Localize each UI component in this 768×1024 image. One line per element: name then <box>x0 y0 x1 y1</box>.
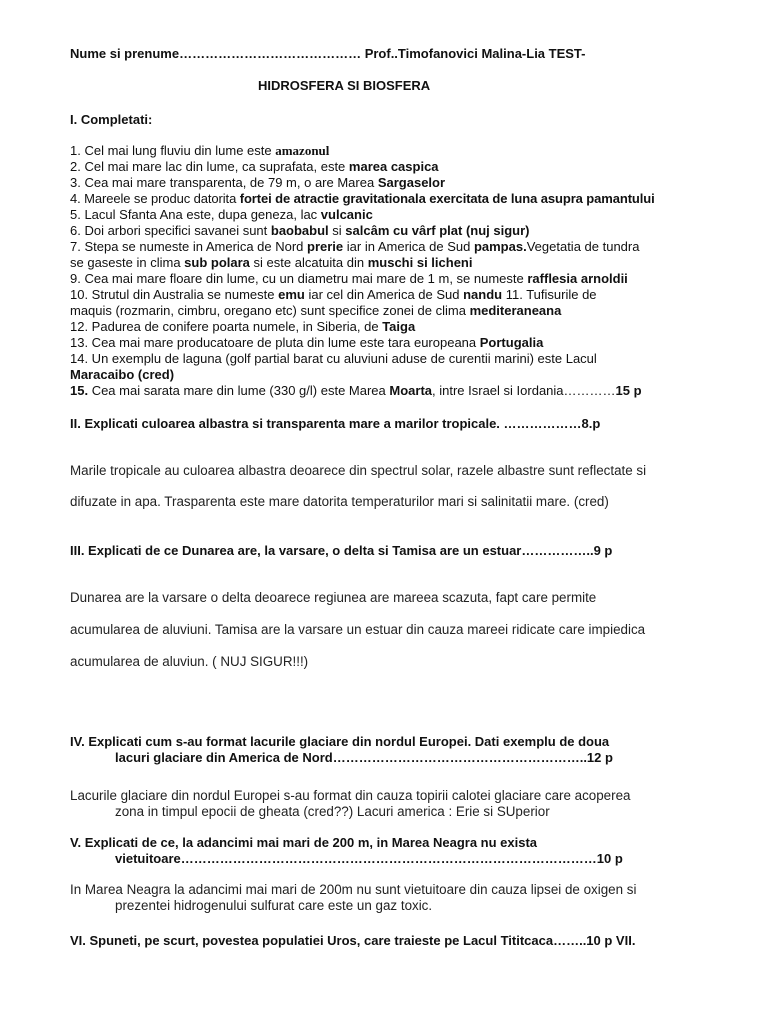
section-1-heading: I. Completati: <box>70 112 153 127</box>
answer-5: vulcanic <box>320 207 373 222</box>
section-3-answer-line: Dunarea are la varsare o delta deoarece regiunea are mareea scazuta, fapt care permite <box>70 590 597 605</box>
section-3-answer-line: acumularea de aluviun. ( NUJ SIGUR!!!) <box>70 654 309 669</box>
item-9: 9. Cea mai mare floare din lume, cu un diametru mai mare de 1 m, se numeste rafflesia arnoldii <box>70 271 628 286</box>
item-7: 7. Stepa se numeste in America de Nord prerie iar in America de Sud pampas.Vegetatia de tundra <box>70 239 640 254</box>
section-2-answer-line: difuzate in apa. Trasparenta este mare datorita temperaturilor mari si salinitatii mare. (cred) <box>70 494 609 509</box>
answer-1: amazonul <box>275 143 330 158</box>
item-5: 5. Lacul Sfanta Ana este, dupa geneza, lac vulcanic <box>70 207 373 222</box>
student-name-line: Nume si prenume…………………………………… Prof..Timofanovici Malina-Lia TEST- <box>70 46 586 61</box>
section-4-heading: IV. Explicati cum s-au format lacurile glaciare din nordul Europei. Dati exemplu de doua <box>70 734 610 749</box>
item-8: se gaseste in clima sub polara si este alcatuita din muschi si licheni <box>70 255 473 270</box>
section-5-heading-cont: vietuitoare……………………………………………………………………………………10 p <box>115 851 623 866</box>
item-14-answer: Maracaibo (cred) <box>70 367 175 382</box>
section-5-heading: V. Explicati de ce, la adancimi mai mari de 200 m, in Marea Neagra nu exista <box>70 835 538 850</box>
answer-3: Sargaselor <box>377 175 446 190</box>
section-5-answer-line: prezentei hidrogenului sulfurat care este un gaz toxic. <box>115 898 433 913</box>
section-3-answer-line: acumularea de aluviuni. Tamisa are la varsare un estuar din cauza mareei ridicate care impiedica <box>70 622 646 637</box>
answer-4: fortei de atractie gravitationala exercitata de luna asupra pamantului <box>239 191 655 206</box>
item-10: 10. Strutul din Australia se numeste emu iar cel din America de Sud nandu 11. Tufisurile de <box>70 287 597 302</box>
page-title: HIDROSFERA SI BIOSFERA <box>258 78 431 93</box>
item-2: 2. Cel mai mare lac din lume, ca suprafata, este marea caspica <box>70 159 439 174</box>
item-4: 4. Mareele se produc datorita fortei de atractie gravitationala exercitata de luna asupra pamantului <box>70 191 655 206</box>
item-15: 15. Cea mai sarata mare din lume (330 g/l) este Marea Moarta, intre Israel si Iordania…………15 p <box>70 383 642 398</box>
section-6-heading: VI. Spuneti, pe scurt, povestea populatiei Uros, care traieste pe Lacul Tititcaca……..10 p VII. <box>70 933 636 948</box>
section-4-answer-line: zona in timpul epocii de gheata (cred??) Lacuri america : Erie si SUperior <box>115 804 550 819</box>
item-14: 14. Un exemplu de laguna (golf partial barat cu aluviuni aduse de curentii marini) este Lacul <box>70 351 597 366</box>
answer-2: marea caspica <box>348 159 439 174</box>
points-section-1: 15 p <box>615 383 642 398</box>
section-2-answer-line: Marile tropicale au culoarea albastra deoarece din spectrul solar, razele albastre sunt reflectate si <box>70 463 647 478</box>
section-4-answer-line: Lacurile glaciare din nordul Europei s-au format din cauza topirii calotei glaciare care acoperea <box>70 788 631 803</box>
section-2-heading: II. Explicati culoarea albastra si transparenta mare a marilor tropicale. ………………8.p <box>70 416 601 431</box>
item-3: 3. Cea mai mare transparenta, de 79 m, o are Marea Sargaselor <box>70 175 446 190</box>
item-11: maquis (rozmarin, cimbru, oregano etc) sunt specifice zonei de clima mediteraneana <box>70 303 562 318</box>
item-6: 6. Doi arbori specifici savanei sunt baobabul si salcâm cu vârf plat (nuj sigur) <box>70 223 530 238</box>
section-5-answer-line: In Marea Neagra la adancimi mai mari de 200m nu sunt vietuitoare din cauza lipsei de oxigen si <box>70 882 637 897</box>
item-12: 12. Padurea de conifere poarta numele, in Siberia, de Taiga <box>70 319 416 334</box>
section-3-heading: III. Explicati de ce Dunarea are, la varsare, o delta si Tamisa are un estuar……………..9 p <box>70 543 613 558</box>
item-13: 13. Cea mai mare producatoare de pluta din lume este tara europeana Portugalia <box>70 335 544 350</box>
item-1: 1. Cel mai lung fluviu din lume este amazonul <box>70 143 330 158</box>
section-4-heading-cont: lacuri glaciare din America de Nord…………………………………………………..12 p <box>115 750 613 765</box>
